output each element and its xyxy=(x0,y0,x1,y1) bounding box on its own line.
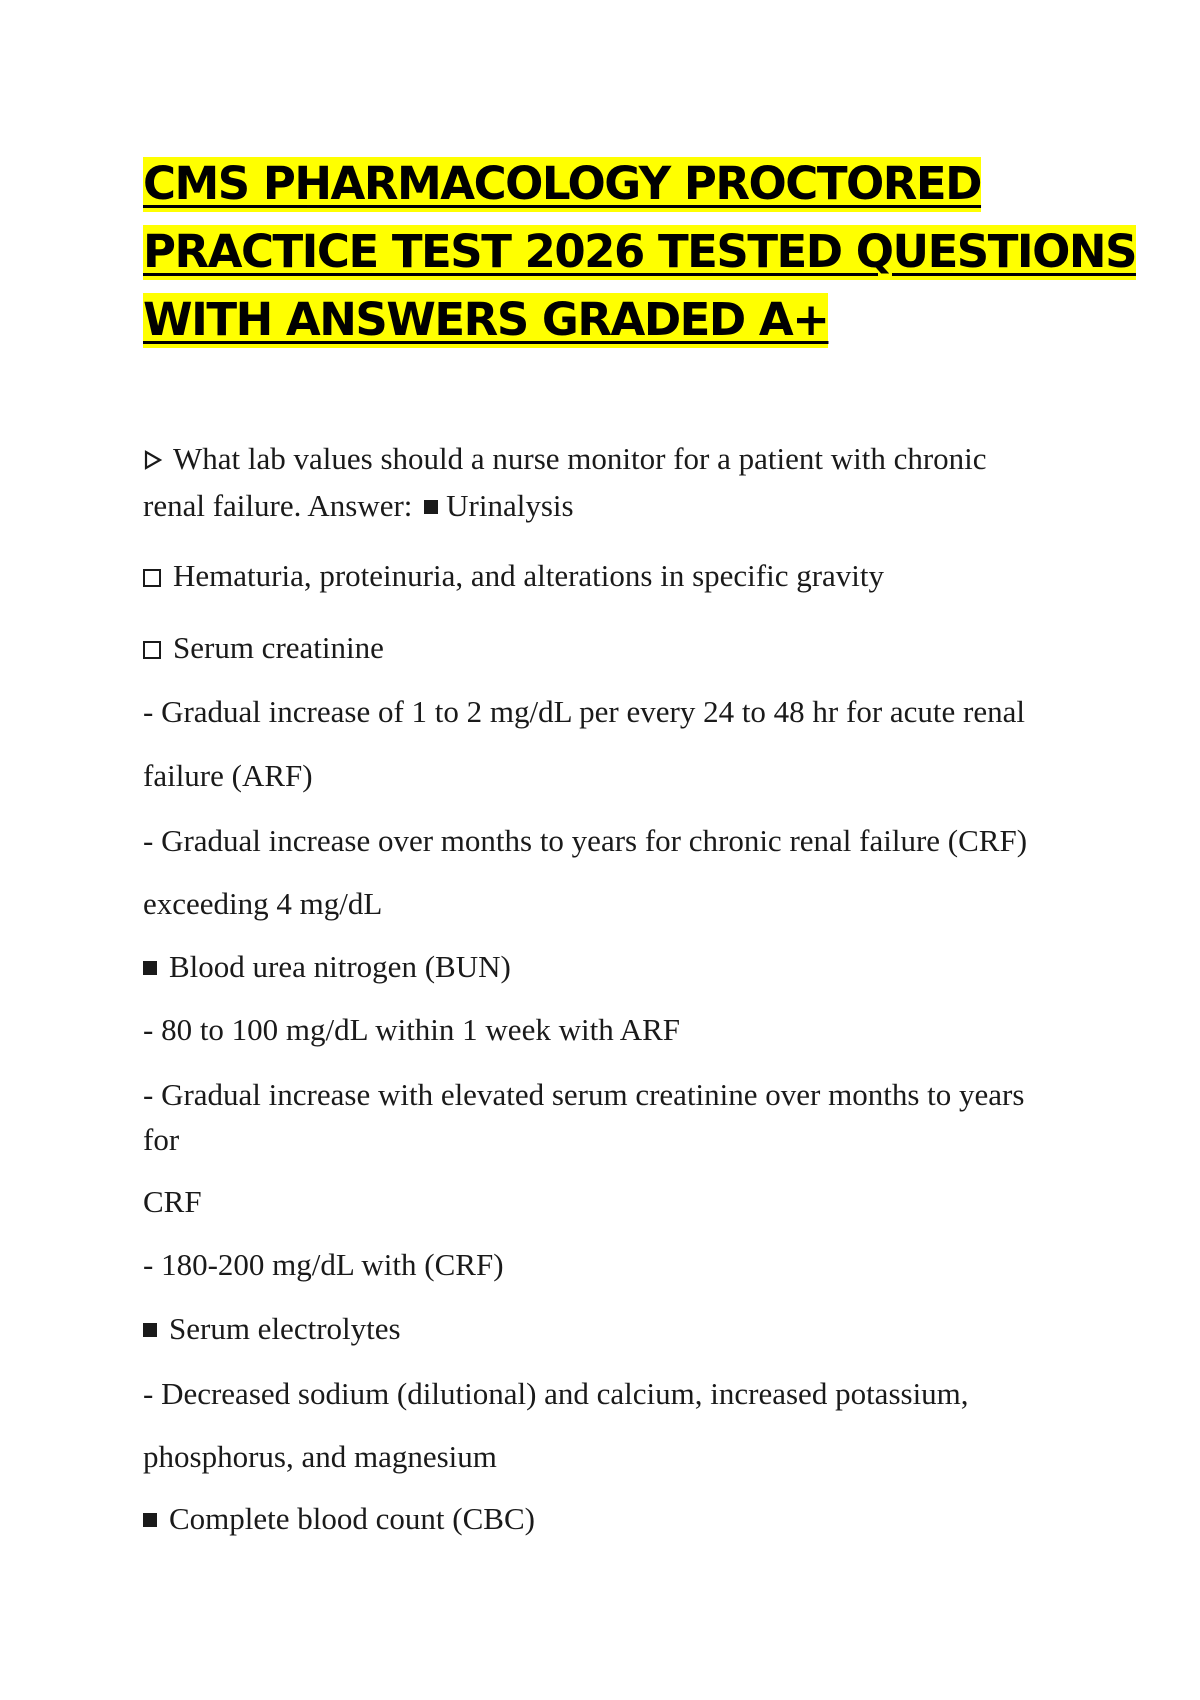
list-item: for xyxy=(143,1122,180,1157)
question-text: What lab values should a nurse monitor for a patient with chronic xyxy=(173,441,987,476)
checkbox-icon xyxy=(143,569,161,587)
list-item: - 80 to 100 mg/dL within 1 week with ARF xyxy=(143,1012,681,1047)
list-item: - Gradual increase with elevated serum creatinine over months to years xyxy=(143,1077,1025,1112)
checkbox-icon xyxy=(143,641,161,659)
list-item: - Gradual increase of 1 to 2 mg/dL per every 24 to 48 hr for acute renal xyxy=(143,694,1026,729)
question-line-2 xyxy=(143,483,1063,529)
list-item: Blood urea nitrogen (BUN) xyxy=(143,944,1063,990)
list-item: Serum creatinine xyxy=(143,625,1063,671)
list-item: - 180-200 mg/dL with (CRF) xyxy=(143,1247,504,1282)
triangle-outline-icon xyxy=(143,449,163,471)
title-line-2: PRACTICE TEST 2026 TESTED QUESTIONS xyxy=(143,225,1136,278)
list-item: Complete blood count (CBC) xyxy=(143,1496,1063,1542)
list-item: exceeding 4 mg/dL xyxy=(143,886,383,921)
question-line-1 xyxy=(143,436,1063,482)
title-line-3: WITH ANSWERS GRADED A+ xyxy=(143,293,829,346)
answer-prefix: renal failure. Answer: xyxy=(143,488,413,523)
list-item: failure (ARF) xyxy=(143,758,313,793)
black-square-icon xyxy=(424,500,438,514)
black-square-icon xyxy=(143,1513,157,1527)
black-square-icon xyxy=(143,1323,157,1337)
title-line-1: CMS PHARMACOLOGY PROCTORED xyxy=(143,157,982,210)
answer-first-item: Urinalysis xyxy=(446,488,574,523)
list-item: - Gradual increase over months to years for chronic renal failure (CRF) xyxy=(143,823,1028,858)
list-item: phosphorus, and magnesium xyxy=(143,1439,497,1474)
list-item: - Decreased sodium (dilutional) and calcium, increased potassium, xyxy=(143,1376,969,1411)
list-item: Serum electrolytes xyxy=(143,1306,1063,1352)
black-square-icon xyxy=(143,961,157,975)
document-title xyxy=(143,150,1136,354)
list-item: Hematuria, proteinuria, and alterations in specific gravity xyxy=(143,553,1063,599)
list-item: CRF xyxy=(143,1184,202,1219)
